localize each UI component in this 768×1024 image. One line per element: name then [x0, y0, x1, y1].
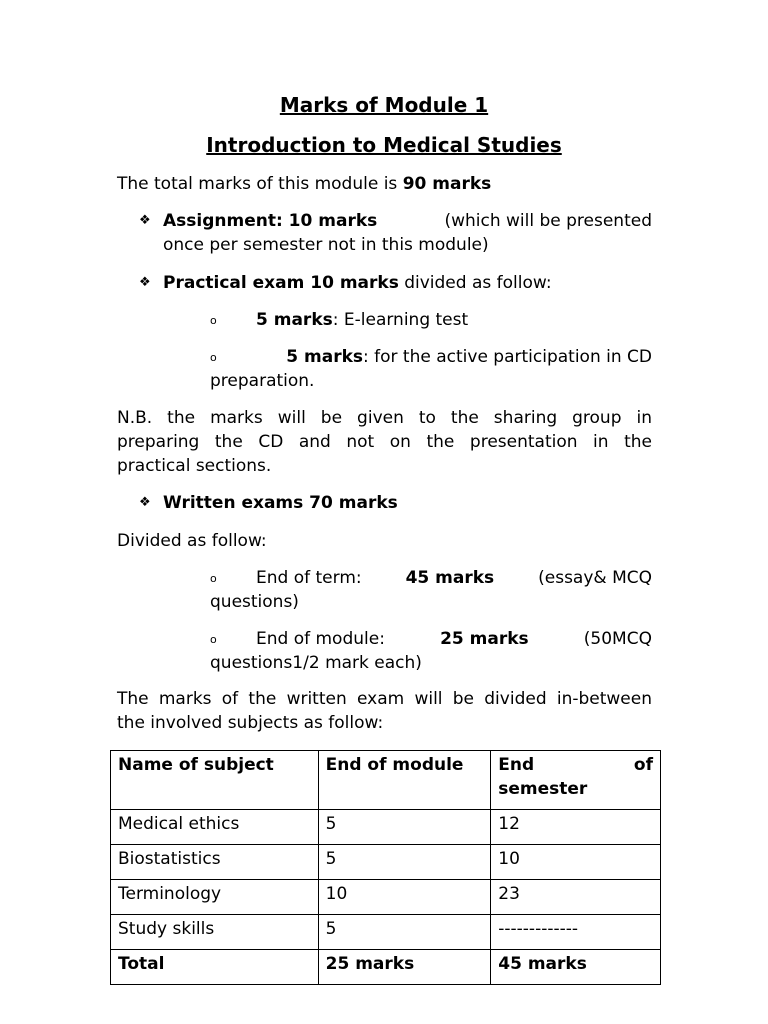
total-semester: 45 marks [491, 950, 661, 985]
total-label: Total [111, 950, 319, 985]
circle-bullet-icon: o [210, 572, 217, 585]
cell-subject: Study skills [111, 915, 319, 950]
written-label: Written exams 70 marks [163, 493, 398, 513]
practical-label: Practical exam 10 marks [163, 273, 399, 293]
diamond-bullet-icon: ❖ [139, 495, 151, 510]
cell-module: 5 [318, 810, 491, 845]
table-row [111, 880, 661, 915]
practical-sub2-text: : for the active participation in CD [363, 347, 652, 367]
module-label: End of module: [256, 629, 385, 649]
circle-bullet-icon: o [210, 314, 217, 327]
circle-bullet-icon: o [210, 351, 217, 364]
practical-sub1-marks: 5 marks [256, 310, 333, 330]
cell-module: 10 [318, 880, 491, 915]
header-end-of-module: End of module [318, 751, 491, 810]
module-marks: 25 marks [440, 629, 529, 649]
header-semester-part2: of [633, 755, 653, 775]
assignment-note: (which will be presented [444, 211, 652, 231]
term-line1 [256, 566, 652, 590]
header-semester-part1: End [498, 755, 535, 775]
table-total-row [111, 950, 661, 985]
cell-semester: 10 [491, 845, 661, 880]
practical-sub1 [256, 308, 468, 332]
header-semester-part3: semester [498, 779, 588, 799]
marks-table [110, 750, 661, 985]
cell-semester: ------------- [491, 915, 661, 950]
practical-sub1-text: : E-learning test [332, 310, 469, 330]
table-row [111, 845, 661, 880]
intro-text: The total marks of this module is [117, 174, 403, 194]
cell-module: 5 [318, 915, 491, 950]
table-row [111, 810, 661, 845]
practical-sub2 [256, 345, 652, 369]
diamond-bullet-icon: ❖ [139, 213, 151, 228]
circle-bullet-icon: o [210, 633, 217, 646]
document-title: Marks of Module 1 [279, 93, 489, 117]
assignment-line2: once per semester not in this module) [163, 235, 489, 255]
practical-line [163, 271, 552, 295]
cell-semester: 23 [491, 880, 661, 915]
intro-total: 90 marks [402, 174, 492, 194]
cell-subject: Medical ethics [111, 810, 319, 845]
practical-note: divided as follow: [398, 273, 552, 293]
nb-line3: practical sections. [117, 456, 272, 476]
cell-semester: 12 [491, 810, 661, 845]
term-line2: questions) [210, 592, 299, 612]
cell-module: 5 [318, 845, 491, 880]
nb-line2: preparing the CD and not on the presentation in the [117, 432, 652, 452]
module-line1 [256, 627, 652, 651]
cell-subject: Biostatistics [111, 845, 319, 880]
table-row [111, 915, 661, 950]
practical-sub2-marks: 5 marks [286, 347, 364, 367]
practical-sub2-line2: preparation. [210, 371, 315, 391]
assignment-label: Assignment: 10 marks [163, 211, 378, 231]
intro-paragraph [117, 172, 491, 196]
divided-label: Divided as follow: [117, 531, 267, 551]
module-line2: questions1/2 mark each) [210, 653, 422, 673]
header-subject: Name of subject [111, 751, 319, 810]
diamond-bullet-icon: ❖ [139, 275, 151, 290]
header-end-of-semester [491, 751, 661, 810]
term-label: End of term: [256, 568, 362, 588]
module-note: (50MCQ [583, 629, 652, 649]
document-subtitle: Introduction to Medical Studies [206, 133, 562, 157]
term-marks: 45 marks [405, 568, 495, 588]
total-module: 25 marks [318, 950, 491, 985]
cell-subject: Terminology [111, 880, 319, 915]
table-header-row [111, 751, 661, 810]
closing-line1: The marks of the written exam will be divided in-between [117, 689, 652, 709]
nb-line1: N.B. the marks will be given to the sharing group in [117, 408, 652, 428]
assignment-line1 [163, 209, 652, 233]
term-note: (essay& MCQ [538, 568, 652, 588]
closing-line2: the involved subjects as follow: [117, 713, 384, 733]
